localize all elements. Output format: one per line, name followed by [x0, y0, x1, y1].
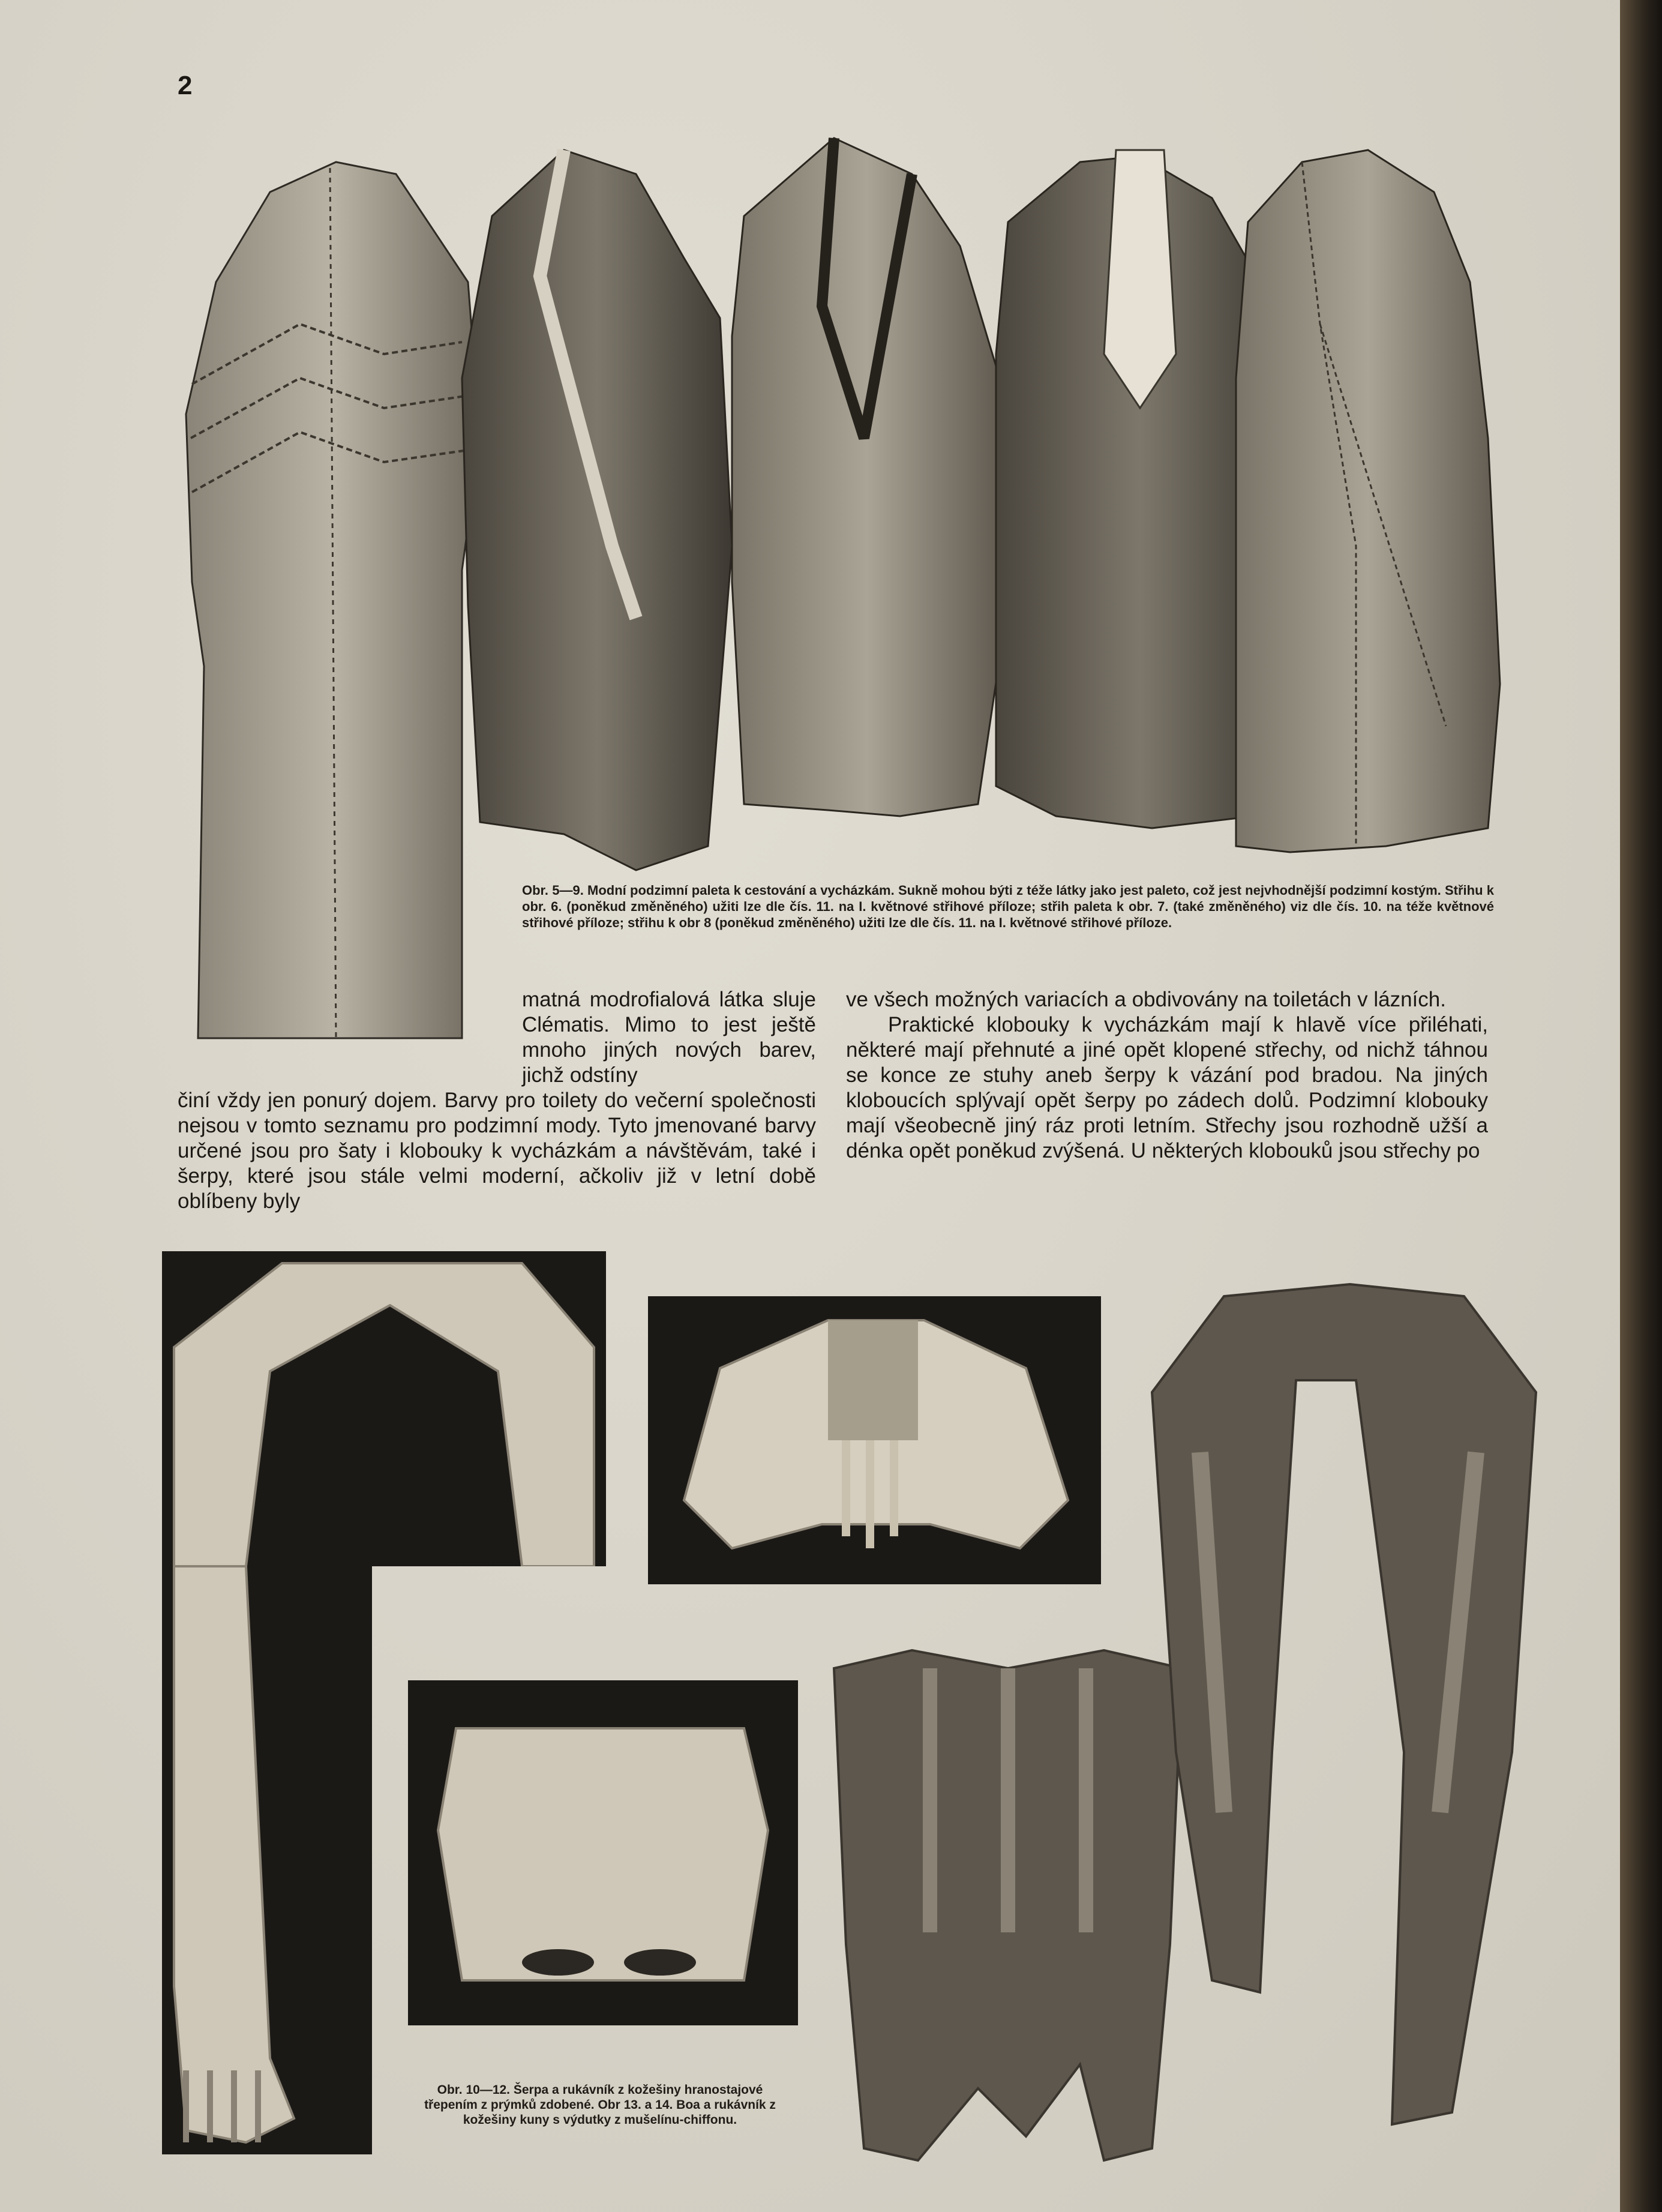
book-binding-edge [1620, 0, 1662, 2212]
ermine-scarf-photo [162, 1251, 606, 1566]
paragraph-left-top: matná modrofialová látka sluje Clématis. Mimo to jest ještě mnoho jiných nových barev, jichž odstíny [522, 988, 816, 1087]
text-left-main [178, 1088, 816, 1214]
ermine-cape-photo [648, 1296, 1101, 1584]
ermine-scarf-lower [162, 1566, 372, 2154]
coat-7 [732, 138, 1002, 816]
text-right [846, 987, 1488, 1164]
marten-muff-photo [828, 1644, 1188, 2166]
paragraph-left-main: činí vždy jen ponurý dojem. Barvy pro toilety do večerní společnosti nejsou v tomto seznamu pro podzimní mody. Tyto jmenované barvy určené jsou pro šaty i klobouky k vycházkám a návštěvám, také i šerpy, které jsou stále velmi moderní, ačkoliv již v letní době oblíbeny byly [178, 1089, 816, 1213]
paragraph-right-1: ve všech možných variacích a obdivovány na toiletách v lázních. [846, 988, 1446, 1011]
paragraph-right-2: Praktické klobouky k vycházkám mají k hlavě více přiléhati, některé mají přehnuté a jiné opět klopené střechy, od nichž táhnou se konce ze stuhy aneb šerpy k vázání pod bradou. Na jiných kloboucích splývají opět šerpy po zádech dolů. Podzimní klobouky mají všeobecně jiný ráz proti letním. Střechy jsou rozhodně užší a dénka opět poněkud zvýšená. U některých klobouků jsou střechy po [846, 1013, 1488, 1162]
coat-9 [1236, 150, 1500, 852]
coats-caption: Obr. 5—9. Modní podzimní paleta k cestování a vycházkám. Sukně mohou býti z téže látky jako jest paleto, což jest nejvhodnější podzimní kostým. Střihu k obr. 6. (poněkud změněného) užiti lze dle čís. 11. na I. květnové střihové příloze; střih paleta k obr. 7. (také změněného) viz dle čís. 10. na téže květnové střihové příloze; střihu k obr 8 (poněkud změněného) užiti lze dle čís. 11. na I. květnové střihové příloze. [522, 883, 1494, 930]
page-number: 2 [178, 71, 193, 100]
marten-boa-photo [1140, 1272, 1548, 2142]
ermine-muff-photo [408, 1680, 798, 2025]
furs-caption: Obr. 10—12. Šerpa a rukávník z kožešiny hranostajové třepením z prýmků zdobené. Obr 13. a 14. Boa a rukávník z kožešiny kuny s výdutky z mušelínu-chiffonu. [424, 2083, 776, 2127]
text-left-top [522, 987, 816, 1088]
